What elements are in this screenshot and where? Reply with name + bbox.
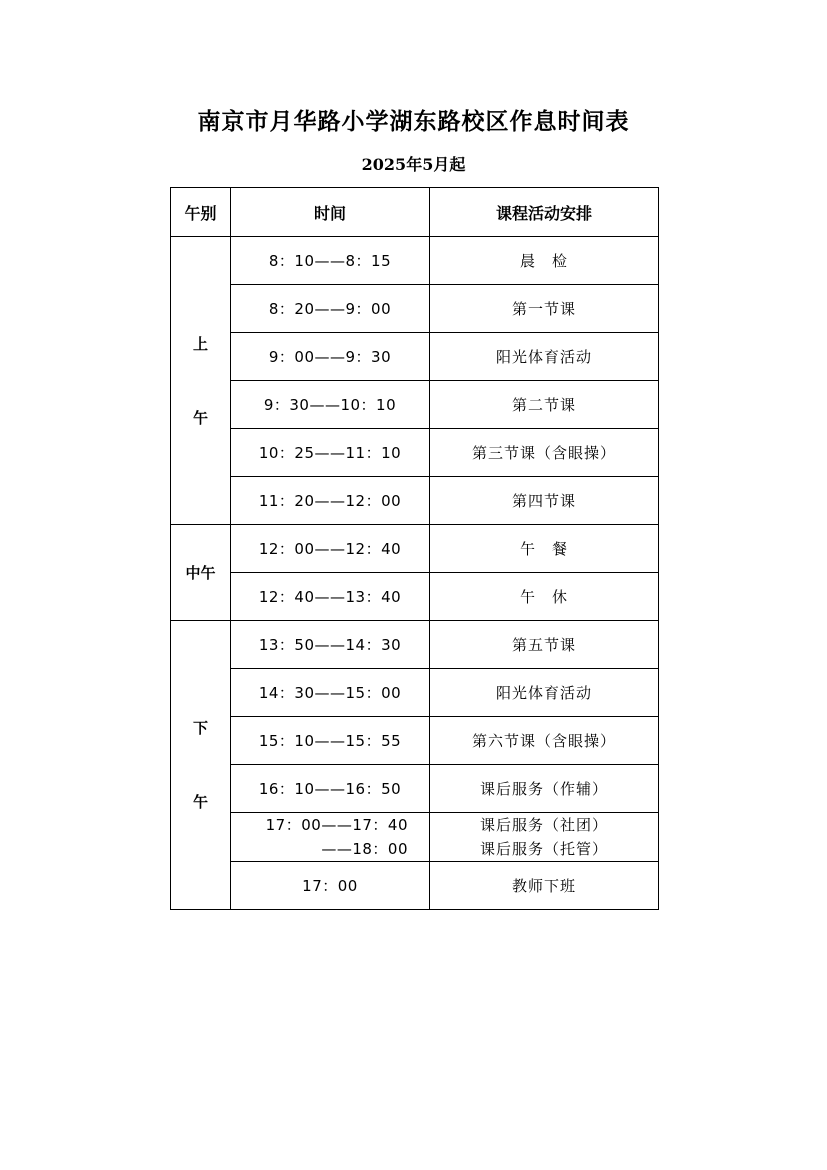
time-cell: 12：40——13：40 [231, 573, 430, 621]
activity-cell: 第二节课 [430, 381, 659, 429]
time-cell: 14：30——15：00 [231, 669, 430, 717]
activity-line: 课后服务（托管） [479, 840, 608, 858]
table-row [171, 813, 659, 862]
header-time: 时间 [231, 188, 430, 237]
period-afternoon-char-2: 午 [192, 793, 208, 811]
activity-cell-double [430, 813, 659, 862]
time-cell: 8：10——8：15 [231, 237, 430, 285]
time-cell: 15：10——15：55 [231, 717, 430, 765]
time-line: ——18：00 [321, 840, 408, 858]
time-cell: 16：10——16：50 [231, 765, 430, 813]
table-row [171, 573, 659, 621]
period-noon: 中午 [171, 525, 231, 621]
table-row [171, 429, 659, 477]
header-activity: 课程活动安排 [430, 188, 659, 237]
time-cell: 8：20——9：00 [231, 285, 430, 333]
period-afternoon [171, 621, 231, 910]
table-row [171, 381, 659, 429]
activity-cell: 阳光体育活动 [430, 333, 659, 381]
time-cell: 9：30——10：10 [231, 381, 430, 429]
schedule-table [170, 187, 659, 910]
activity-cell: 第三节课（含眼操） [430, 429, 659, 477]
period-afternoon-char-1: 下 [192, 719, 208, 737]
table-row [171, 477, 659, 525]
table-row [171, 237, 659, 285]
time-cell: 12：00——12：40 [231, 525, 430, 573]
activity-cell: 第一节课 [430, 285, 659, 333]
period-morning-char-2: 午 [192, 408, 208, 427]
activity-cell: 阳光体育活动 [430, 669, 659, 717]
table-row [171, 285, 659, 333]
activity-cell: 午 休 [430, 573, 659, 621]
activity-line: 课后服务（社团） [479, 816, 608, 834]
period-morning-char-1: 上 [192, 334, 208, 353]
table-row [171, 862, 659, 910]
table-row [171, 525, 659, 573]
activity-cell: 第四节课 [430, 477, 659, 525]
activity-cell: 教师下班 [430, 862, 659, 910]
table-row [171, 621, 659, 669]
time-cell: 10：25——11：10 [231, 429, 430, 477]
time-cell-double [231, 813, 430, 862]
table-row [171, 765, 659, 813]
time-cell: 17：00 [231, 862, 430, 910]
page-title: 南京市月华路小学湖东路校区作息时间表 [197, 108, 630, 135]
time-cell: 11：20——12：00 [231, 477, 430, 525]
page-subtitle: 2025年5月起 [361, 155, 466, 174]
table-header-row [171, 188, 659, 237]
table-row [171, 669, 659, 717]
activity-cell: 晨 检 [430, 237, 659, 285]
activity-cell: 第五节课 [430, 621, 659, 669]
period-morning [171, 237, 231, 525]
table-row [171, 333, 659, 381]
activity-cell: 第六节课（含眼操） [430, 717, 659, 765]
activity-cell: 课后服务（作辅） [430, 765, 659, 813]
time-line: 17：00——17：40 [265, 816, 408, 834]
time-cell: 13：50——14：30 [231, 621, 430, 669]
activity-cell: 午 餐 [430, 525, 659, 573]
header-period: 午别 [171, 188, 231, 237]
time-cell: 9：00——9：30 [231, 333, 430, 381]
table-row [171, 717, 659, 765]
